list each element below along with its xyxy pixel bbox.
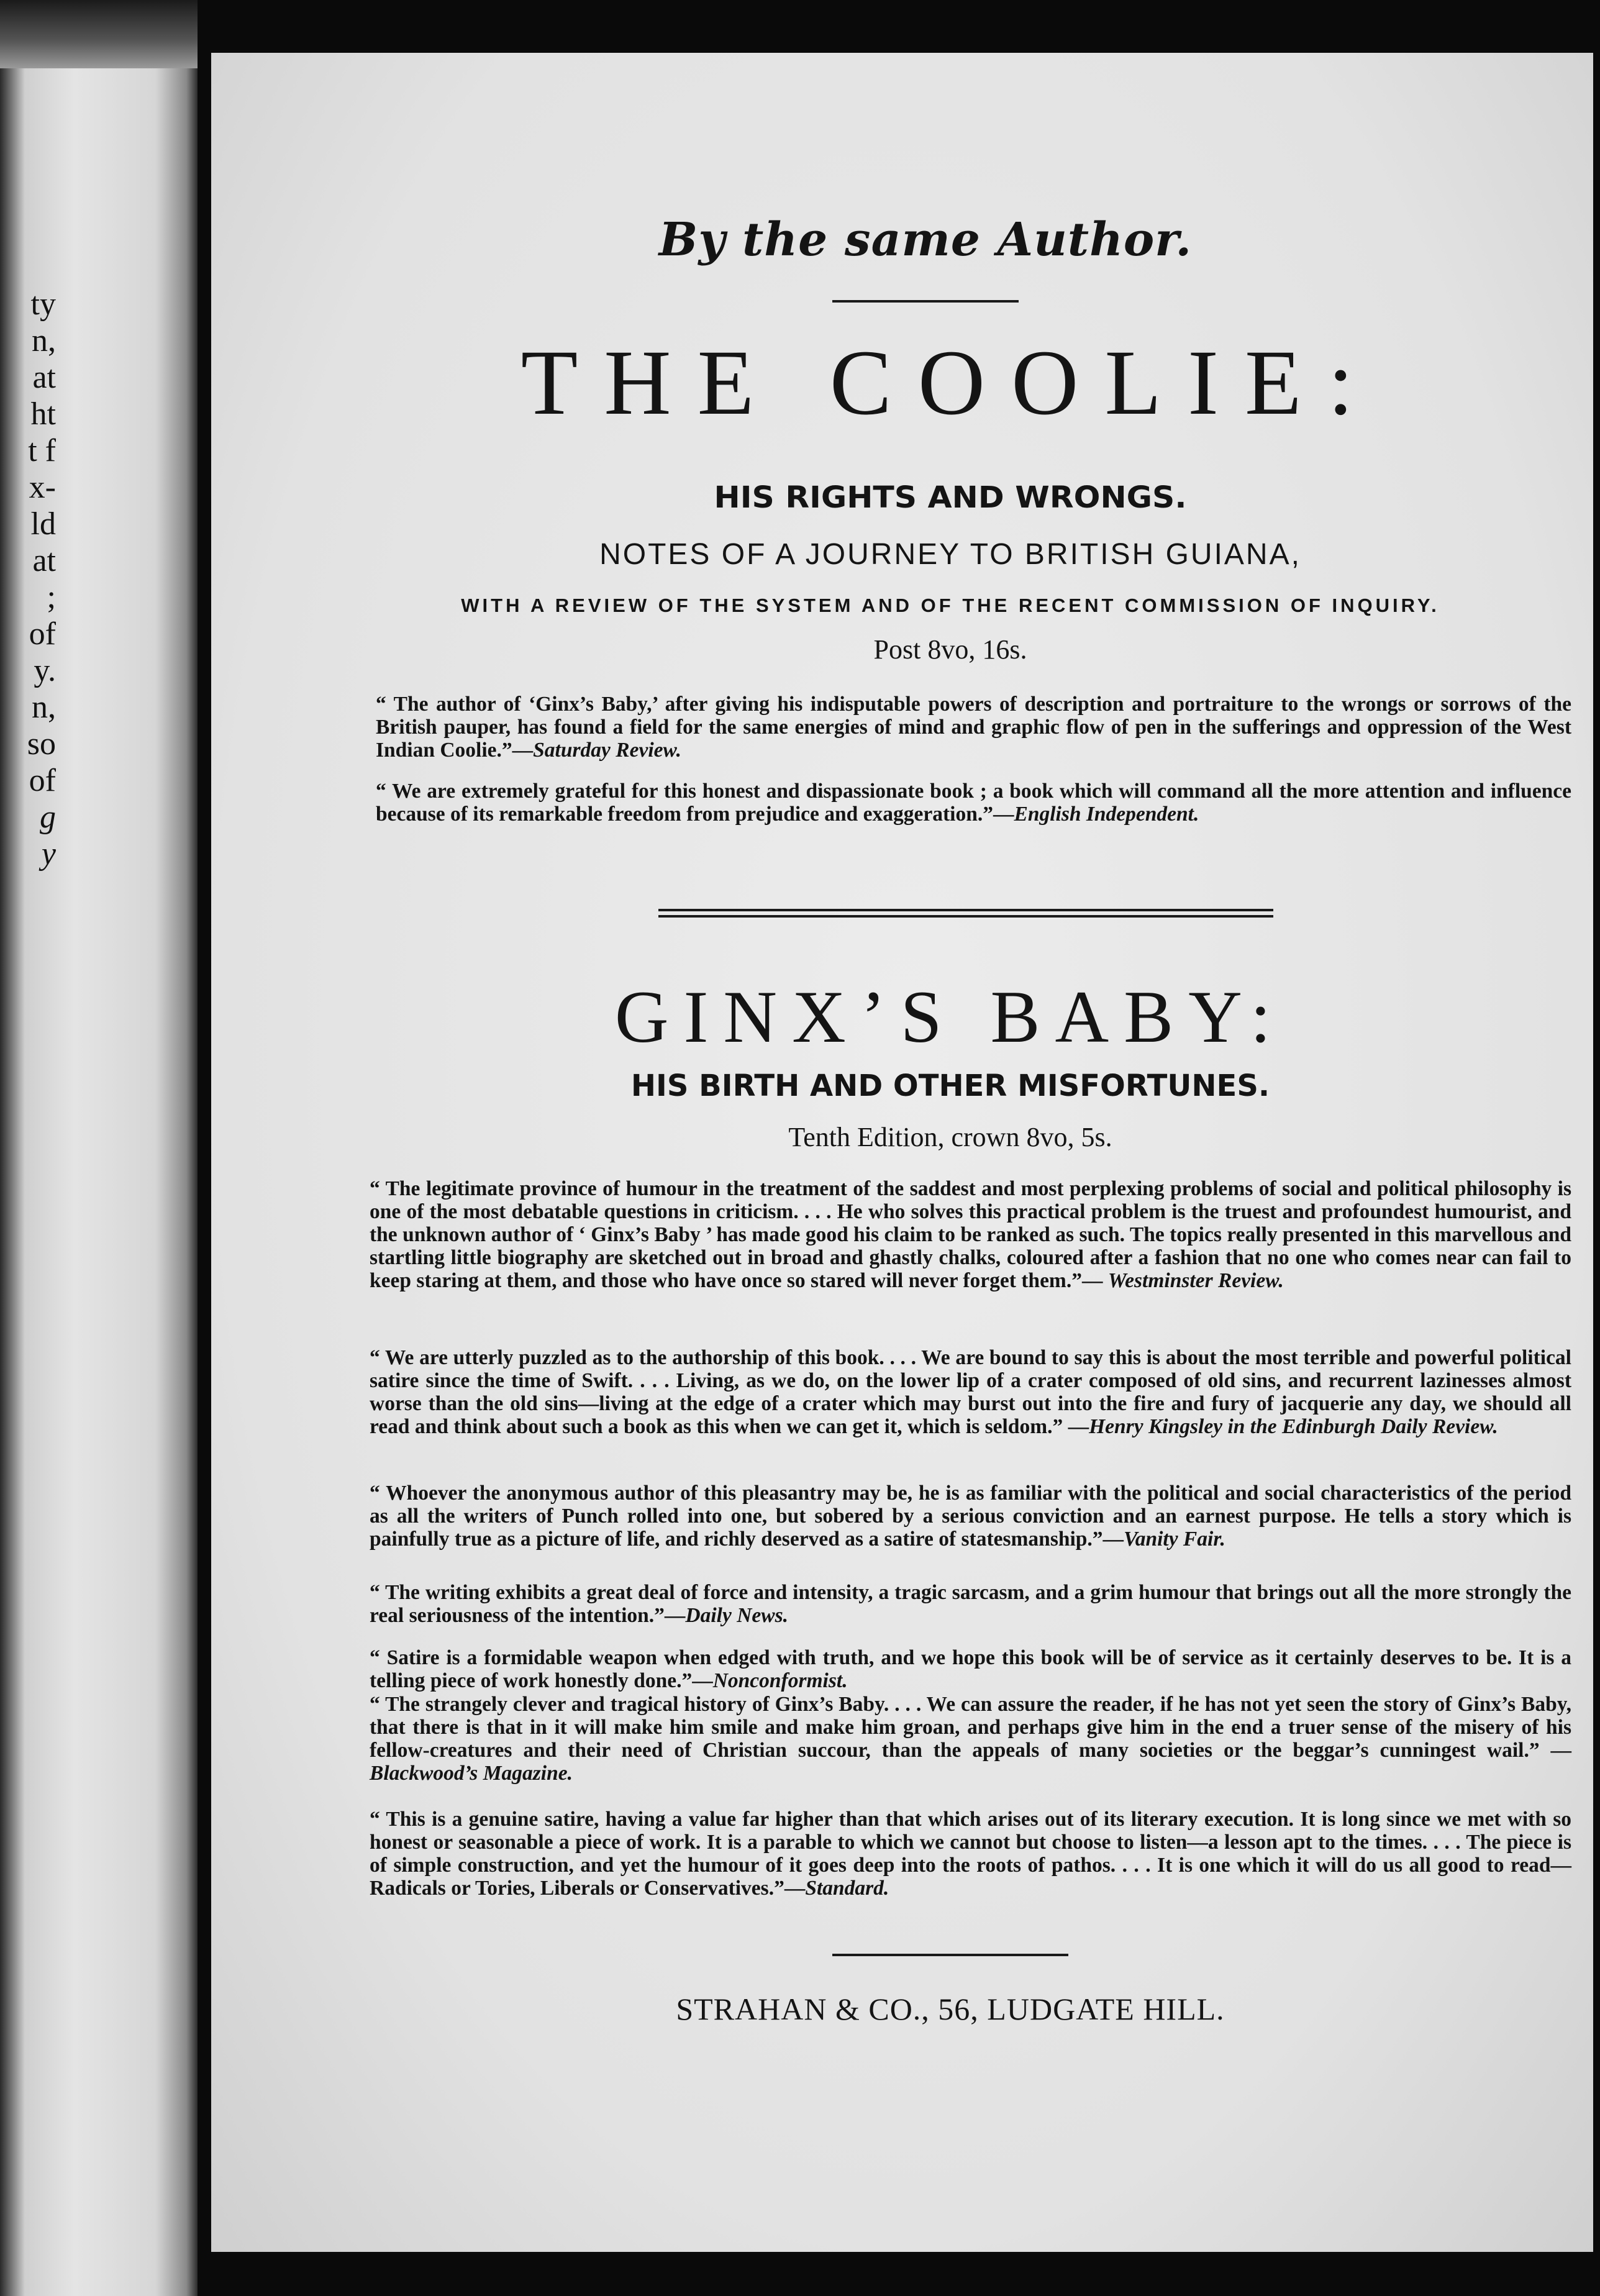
quote-source: Saturday Review. xyxy=(533,739,682,762)
quote-source: Standard. xyxy=(805,1877,889,1900)
short-rule xyxy=(832,1954,1068,1956)
book1-subtitle: HIS RIGHTS AND WRONGS. xyxy=(714,480,1187,515)
publisher-imprint: STRAHAN & CO., 56, LUDGATE HILL. xyxy=(676,1992,1225,2026)
review-quote xyxy=(370,1646,1571,1692)
fragment: ht xyxy=(30,396,56,432)
quote-text: “ The legitimate province of humour in the treatment of the saddest and most perplexing problems of social and political philosophy is one of the most debatable questions in criticism. . . . He who solves this practical problem is the truest and profoundest humourist, and the unknown author of ‘ Ginx’s Baby ’ has made good his claim to be ranked as such. The topics really presented in this marvellous and startling little biography are sketched out in broad and ghastly chalks, coloured after a fashion that no one who comes near can fail to keep staring at them, and those who have once so stared will never forget them.”— xyxy=(370,1177,1571,1292)
book1-subtitle3: WITH A REVIEW OF THE SYSTEM AND OF THE RECENT COMMISSION OF INQUIRY. xyxy=(461,594,1440,616)
quote-source: Vanity Fair. xyxy=(1124,1528,1225,1551)
by-author-heading: By the same Author. xyxy=(658,213,1193,266)
fragment: x- xyxy=(29,470,56,505)
quote-text: “ The writing exhibits a great deal of force and intensity, a tragic sarcasm, and a grim humour that brings out all the more strongly the real seriousness of the intention.”— xyxy=(370,1581,1571,1627)
book1-subtitle2: NOTES OF A JOURNEY TO BRITISH GUIANA, xyxy=(599,538,1301,571)
short-rule xyxy=(832,300,1019,303)
review-quote xyxy=(370,1808,1571,1900)
quote-source: Blackwood’s Magazine. xyxy=(370,1762,573,1785)
quote-text: “ The strangely clever and tragical history of Ginx’s Baby. . . . We can assure the reader, if he has not yet seen the story of Ginx’s Baby, that there is that in it will make him smile and make him groan, and perhaps give him in the end a truer sense of the misery of his fellow-creatures and their need of Christian succour, than the appeals of many societies or the beggar’s cunningest wail.” — xyxy=(370,1693,1571,1762)
facing-page xyxy=(0,0,198,2296)
fragment: of xyxy=(29,763,56,798)
fragment: so xyxy=(27,726,56,762)
fragment: y xyxy=(41,836,56,872)
quote-text: “ Whoever the anonymous author of this pleasantry may be, he is as familiar with the political and social characteristics of the period as all the writers of Punch rolled into one, but sobered by a serious conviction and an earnest purpose. He tells a story which is painfully true as a picture of life, and richly deserved as a satire of statesmanship.”— xyxy=(370,1482,1571,1551)
review-quote xyxy=(370,1581,1571,1627)
book2-price: Tenth Edition, crown 8vo, 5s. xyxy=(788,1122,1112,1152)
fragment: at xyxy=(32,360,56,395)
fragment: at xyxy=(32,543,56,578)
review-quote xyxy=(376,693,1571,762)
fragment: ld xyxy=(30,506,56,542)
review-quote xyxy=(370,1482,1571,1551)
book2-title: GINX’S BABY: xyxy=(614,975,1286,1058)
review-quote xyxy=(370,1693,1571,1785)
book1-price: Post 8vo, 16s. xyxy=(873,634,1027,665)
quote-source: Daily News. xyxy=(685,1604,789,1627)
double-rule xyxy=(658,909,1273,918)
binding-edge xyxy=(0,0,198,68)
quote-text: “ The author of ‘Ginx’s Baby,’ after giving his indisputable powers of description and portraiture to the wrongs or sorrows of the British pauper, has found a field for the same energies of mind and graphic flow of pen in the sufferings and oppression of the West Indian Coolie.”— xyxy=(376,693,1571,762)
review-quote xyxy=(376,780,1571,826)
facing-page-text xyxy=(6,286,56,872)
book2-subtitle: HIS BIRTH AND OTHER MISFORTUNES. xyxy=(630,1068,1270,1103)
book1-title: THE COOLIE: xyxy=(520,331,1380,434)
review-quote xyxy=(370,1346,1571,1438)
quote-text: “ We are utterly puzzled as to the authorship of this book. . . . We are bound to say this is about the most terrible and powerful political satire since the time of Swift. . . . Living, as we do, on the lower lip of a crater composed of old sins, and recurrent lazinesses almost worse than the old sins—living at the edge of a crater which may burst out into the fire and fury of jacquerie any day, we should all read and think about such a book as this when we can get it, which is seldom.” — xyxy=(370,1346,1571,1438)
fragment: ty xyxy=(30,286,56,322)
quote-source: English Independent. xyxy=(1014,803,1199,826)
advertisement-page xyxy=(211,53,1593,2252)
fragment: y. xyxy=(34,653,56,688)
fragment: t f xyxy=(28,433,56,468)
quote-text: “ Satire is a formidable weapon when edged with truth, and we hope this book will be of service as it certainly deserves to be. It is a telling piece of work honestly done.”— xyxy=(370,1646,1571,1692)
review-quote xyxy=(370,1177,1571,1292)
fragment: g xyxy=(40,800,56,835)
quote-source: Westminster Review. xyxy=(1107,1269,1284,1292)
fragment: of xyxy=(29,616,56,652)
fragment: n, xyxy=(32,690,56,725)
quote-source: Henry Kingsley in the Edinburgh Daily Review. xyxy=(1089,1415,1498,1438)
fragment: ; xyxy=(47,580,56,615)
quote-source: Nonconformist. xyxy=(712,1669,848,1692)
quote-text: “ This is a genuine satire, having a value far higher than that which arises out of its literary execution. It is long since we met with so honest or seasonable a piece of work. It is a parable to which we cannot but choose to listen—a lesson apt to the times. . . . The piece is of simple construction, and yet the humour of it goes deep into the roots of pathos. . . . It is one which it will do us all good to read—Radicals or Tories, Liberals or Conservatives.”— xyxy=(370,1808,1571,1900)
fragment: n, xyxy=(32,323,56,358)
quote-text: “ We are extremely grateful for this honest and dispassionate book ; a book which will command all the more attention and influence because of its remarkable freedom from prejudice and exaggeration.”— xyxy=(376,780,1571,826)
